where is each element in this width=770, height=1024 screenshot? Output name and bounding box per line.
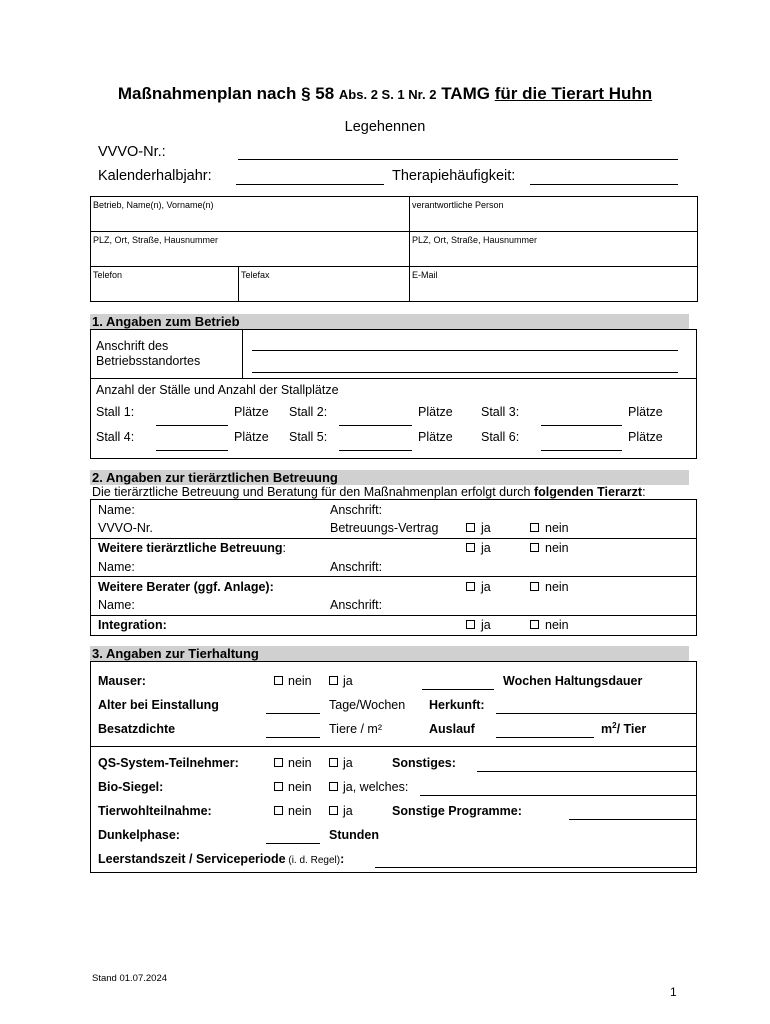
ja-label: ja (481, 580, 491, 594)
sonstiges-label: Sonstiges: (392, 756, 456, 770)
address-field-person[interactable]: PLZ, Ort, Straße, Hausnummer (412, 235, 538, 245)
anschrift-label-2: Betriebsstandortes (96, 354, 201, 368)
berater-nein-checkbox[interactable] (530, 582, 539, 591)
besatz-label: Besatzdichte (98, 722, 176, 736)
vvvo-label: VVVO-Nr.: (98, 144, 166, 160)
stall-3-field[interactable] (541, 425, 622, 426)
plaetze-label: Plätze (234, 430, 269, 444)
vertrag-label: Betreuungs-Vertrag (330, 521, 439, 535)
plaetze-label: Plätze (418, 430, 453, 444)
weitere-ta-label: Weitere tierärztliche Betreuung: (98, 541, 287, 555)
nein-label: nein (545, 618, 569, 632)
stand-date: Stand 01.07.2024 (92, 973, 168, 984)
section2-title: 2. Angaben zur tierärztlichen Betreuung (92, 470, 338, 485)
ja-label: ja (343, 804, 353, 818)
integration-ja-checkbox[interactable] (466, 620, 475, 629)
stall-4-label: Stall 4: (96, 430, 135, 444)
title-species: für die Tierart Huhn (494, 84, 653, 103)
stall-2-label: Stall 2: (289, 405, 328, 419)
weitere-ta-ja-checkbox[interactable] (466, 543, 475, 552)
section2-intro: Die tierärztliche Betreuung und Beratung für den Maßnahmenplan erfolgt durch folgenden Tierarzt: (92, 485, 646, 499)
staelle-label: Anzahl der Ställe und Anzahl der Stallplätze (96, 383, 339, 397)
stall-3-label: Stall 3: (481, 405, 520, 419)
stall-1-label: Stall 1: (96, 405, 135, 419)
betrieb-field[interactable]: Betrieb, Name(n), Vorname(n) (93, 200, 214, 210)
dunkel-label: Dunkelphase: (98, 828, 180, 842)
leerstand-field[interactable] (375, 867, 696, 868)
weitere-berater-label: Weitere Berater (ggf. Anlage): (98, 580, 274, 594)
stall-5-field[interactable] (339, 450, 412, 451)
ja-welches-label: ja, welches: (343, 780, 409, 794)
tierwohl-ja-checkbox[interactable] (329, 806, 338, 815)
tierarzt-anschrift-label: Anschrift: (330, 503, 383, 517)
email-field[interactable]: E-Mail (412, 270, 438, 280)
alter-field[interactable] (266, 713, 320, 714)
nein-label: nein (288, 780, 312, 794)
bio-welches-field[interactable] (420, 795, 696, 796)
stall-6-label: Stall 6: (481, 430, 520, 444)
qs-ja-checkbox[interactable] (329, 758, 338, 767)
stall-1-field[interactable] (156, 425, 228, 426)
weitere-ta-name-label: Name: (98, 560, 135, 574)
qs-nein-checkbox[interactable] (274, 758, 283, 767)
ja-label: ja (481, 541, 491, 555)
plaetze-label: Plätze (234, 405, 269, 419)
therapie-field[interactable] (530, 184, 678, 185)
tierarzt-vvvo-label: VVVO-Nr. (98, 521, 153, 535)
alter-label: Alter bei Einstallung (98, 698, 219, 712)
title-text: Maßnahmenplan nach § 58 (117, 84, 335, 103)
wochen-field[interactable] (422, 689, 494, 690)
sonstige-programme-field[interactable] (569, 819, 696, 820)
mauser-label: Mauser: (98, 674, 146, 688)
page-title (0, 84, 770, 104)
plaetze-label: Plätze (418, 405, 453, 419)
anschrift-label-1: Anschrift des (96, 339, 169, 353)
stunden-label: Stunden (329, 828, 379, 842)
mauser-nein-checkbox[interactable] (274, 676, 283, 685)
qs-label: QS-System-Teilnehmer: (98, 756, 239, 770)
halbjahr-label: Kalenderhalbjahr: (98, 168, 212, 184)
address-field-betrieb[interactable]: PLZ, Ort, Straße, Hausnummer (93, 235, 219, 245)
sonstiges-field[interactable] (477, 771, 696, 772)
bio-label: Bio-Siegel: (98, 780, 164, 794)
wochen-label: Wochen Haltungsdauer (503, 674, 643, 688)
tiere-m2-label: Tiere / m² (329, 722, 383, 736)
nein-label: nein (288, 674, 312, 688)
berater-ja-checkbox[interactable] (466, 582, 475, 591)
integration-label: Integration: (98, 618, 167, 632)
stall-2-field[interactable] (339, 425, 412, 426)
anschrift-field-1[interactable] (252, 350, 678, 351)
weitere-ta-nein-checkbox[interactable] (530, 543, 539, 552)
vertrag-ja-checkbox[interactable] (466, 523, 475, 532)
bio-ja-checkbox[interactable] (329, 782, 338, 791)
besatz-field[interactable] (266, 737, 320, 738)
sonstige-programme-label: Sonstige Programme: (392, 804, 522, 818)
telefon-field[interactable]: Telefon (93, 270, 123, 280)
therapie-label: Therapiehäufigkeit: (392, 168, 516, 184)
tage-wochen-label: Tage/Wochen (329, 698, 406, 712)
halbjahr-field[interactable] (236, 184, 384, 185)
weitere-ta-anschrift-label: Anschrift: (330, 560, 383, 574)
subtitle: Legehennen (344, 119, 426, 135)
tierarzt-name-label: Name: (98, 503, 135, 517)
berater-name-label: Name: (98, 598, 135, 612)
mauser-ja-checkbox[interactable] (329, 676, 338, 685)
integration-nein-checkbox[interactable] (530, 620, 539, 629)
vertrag-nein-checkbox[interactable] (530, 523, 539, 532)
verantwortlich-field[interactable]: verantwortliche Person (412, 200, 504, 210)
telefax-field[interactable]: Telefax (241, 270, 270, 280)
ja-label: ja (481, 618, 491, 632)
stall-6-field[interactable] (541, 450, 622, 451)
nein-label: nein (288, 756, 312, 770)
bio-nein-checkbox[interactable] (274, 782, 283, 791)
tierwohl-nein-checkbox[interactable] (274, 806, 283, 815)
nein-label: nein (288, 804, 312, 818)
vvvo-field[interactable] (238, 159, 678, 160)
ja-label: ja (343, 674, 353, 688)
title-tamg: TAMG (441, 84, 490, 103)
ja-label: ja (481, 521, 491, 535)
page-number: 1 (670, 985, 677, 999)
herkunft-label: Herkunft: (429, 698, 485, 712)
ja-label: ja (343, 756, 353, 770)
stall-5-label: Stall 5: (289, 430, 328, 444)
anschrift-field-2[interactable] (252, 372, 678, 373)
tierwohl-label: Tierwohlteilnahme: (98, 804, 212, 818)
section3-title: 3. Angaben zur Tierhaltung (92, 646, 259, 661)
nein-label: nein (545, 541, 569, 555)
nein-label: nein (545, 521, 569, 535)
leerstand-label: Leerstandszeit / Serviceperiode (i. d. Regel): (98, 852, 345, 866)
section1-title: 1. Angaben zum Betrieb (92, 314, 240, 329)
herkunft-field[interactable] (496, 713, 696, 714)
stall-4-field[interactable] (156, 450, 228, 451)
plaetze-label: Plätze (628, 430, 663, 444)
title-legal-ref: Abs. 2 S. 1 Nr. 2 (338, 87, 437, 102)
auslauf-field[interactable] (496, 737, 594, 738)
plaetze-label: Plätze (628, 405, 663, 419)
dunkel-field[interactable] (266, 843, 320, 844)
auslauf-label: Auslauf (429, 722, 475, 736)
nein-label: nein (545, 580, 569, 594)
m2-tier-label: $m^2/$ Tier (601, 720, 647, 736)
berater-anschrift-label: Anschrift: (330, 598, 383, 612)
